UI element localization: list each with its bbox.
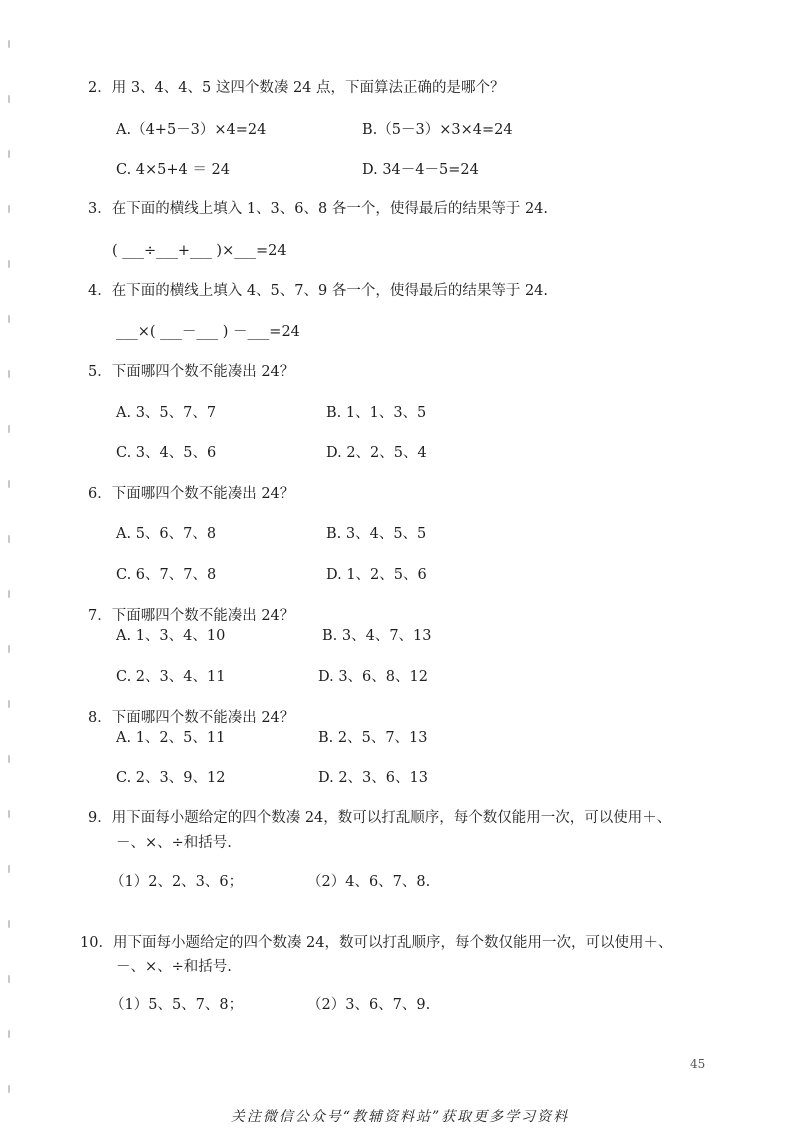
question-7-stem: 7．下面哪四个数不能凑出 24？	[88, 608, 295, 624]
question-2-option-a: A.（4+5－3）×4=24	[116, 122, 267, 138]
binding-margin-marks	[8, 0, 14, 1131]
question-9-part-2: （2）4、6、7、8.	[307, 874, 431, 890]
question-4-stem: 4．在下面的横线上填入 4、5、7、9 各一个，使得最后的结果等于 24.	[88, 283, 549, 299]
question-2-option-d: D. 34－4－5=24	[362, 162, 479, 178]
question-5-option-c: C. 3、4、5、6	[116, 445, 217, 461]
question-8-stem: 8．下面哪四个数不能凑出 24？	[88, 710, 295, 726]
question-10-part-2: （2）3、6、7、9.	[307, 997, 431, 1013]
question-2-option-c: C. 4×5+4 ＝ 24	[116, 162, 230, 178]
question-2-stem: 2．用 3、4、4、5 这四个数凑 24 点，下面算法正确的是哪个？	[88, 80, 505, 96]
question-7-option-d: D. 3、6、8、12	[318, 669, 428, 685]
question-7-option-a: A. 1、3、4、10	[116, 628, 226, 644]
question-5-option-a: A. 3、5、7、7	[116, 405, 217, 421]
question-5-option-d: D. 2、2、5、4	[326, 445, 427, 461]
question-5-stem: 5．下面哪四个数不能凑出 24？	[88, 364, 295, 380]
question-6-stem: 6．下面哪四个数不能凑出 24？	[88, 486, 295, 502]
page-number: 45	[690, 1057, 706, 1071]
question-10-part-1: （1）5、5、7、8；	[110, 997, 244, 1013]
question-6-option-a: A. 5、6、7、8	[116, 526, 217, 542]
question-8-option-c: C. 2、3、9、12	[116, 770, 226, 786]
question-9-stem-line2: －、×、÷和括号.	[116, 835, 232, 851]
question-7-option-c: C. 2、3、4、11	[116, 669, 226, 685]
question-7-option-b: B. 3、4、7、13	[322, 628, 432, 644]
question-3-blank-expression: ( ___÷___+___ )×___=24	[112, 243, 287, 259]
question-8-option-a: A. 1、2、5、11	[116, 730, 226, 746]
question-8-option-b: B. 2、5、7、13	[318, 730, 428, 746]
question-10-stem-line1: 10．用下面每小题给定的四个数凑 24，数可以打乱顺序，每个数仅能用一次，可以使用＋、	[80, 935, 673, 951]
question-6-option-d: D. 1、2、5、6	[326, 567, 427, 583]
question-9-part-1: （1）2、2、3、6；	[110, 874, 244, 890]
question-3-stem: 3．在下面的横线上填入 1、3、6、8 各一个，使得最后的结果等于 24.	[88, 201, 549, 217]
question-4-blank-expression: ___×( ___－___ ) －___=24	[116, 324, 300, 340]
question-6-option-c: C. 6、7、7、8	[116, 567, 217, 583]
question-10-stem-line2: －、×、÷和括号.	[116, 959, 232, 975]
footer-notice: 关注微信公众号“教辅资料站”获取更多学习资料	[230, 1109, 570, 1125]
question-9-stem-line1: 9．用下面每小题给定的四个数凑 24，数可以打乱顺序，每个数仅能用一次，可以使用＋、	[88, 810, 672, 826]
question-5-option-b: B. 1、1、3、5	[326, 405, 427, 421]
question-8-option-d: D. 2、3、6、13	[318, 770, 428, 786]
question-2-option-b: B.（5－3）×3×4=24	[362, 122, 513, 138]
question-6-option-b: B. 3、4、5、5	[326, 526, 427, 542]
